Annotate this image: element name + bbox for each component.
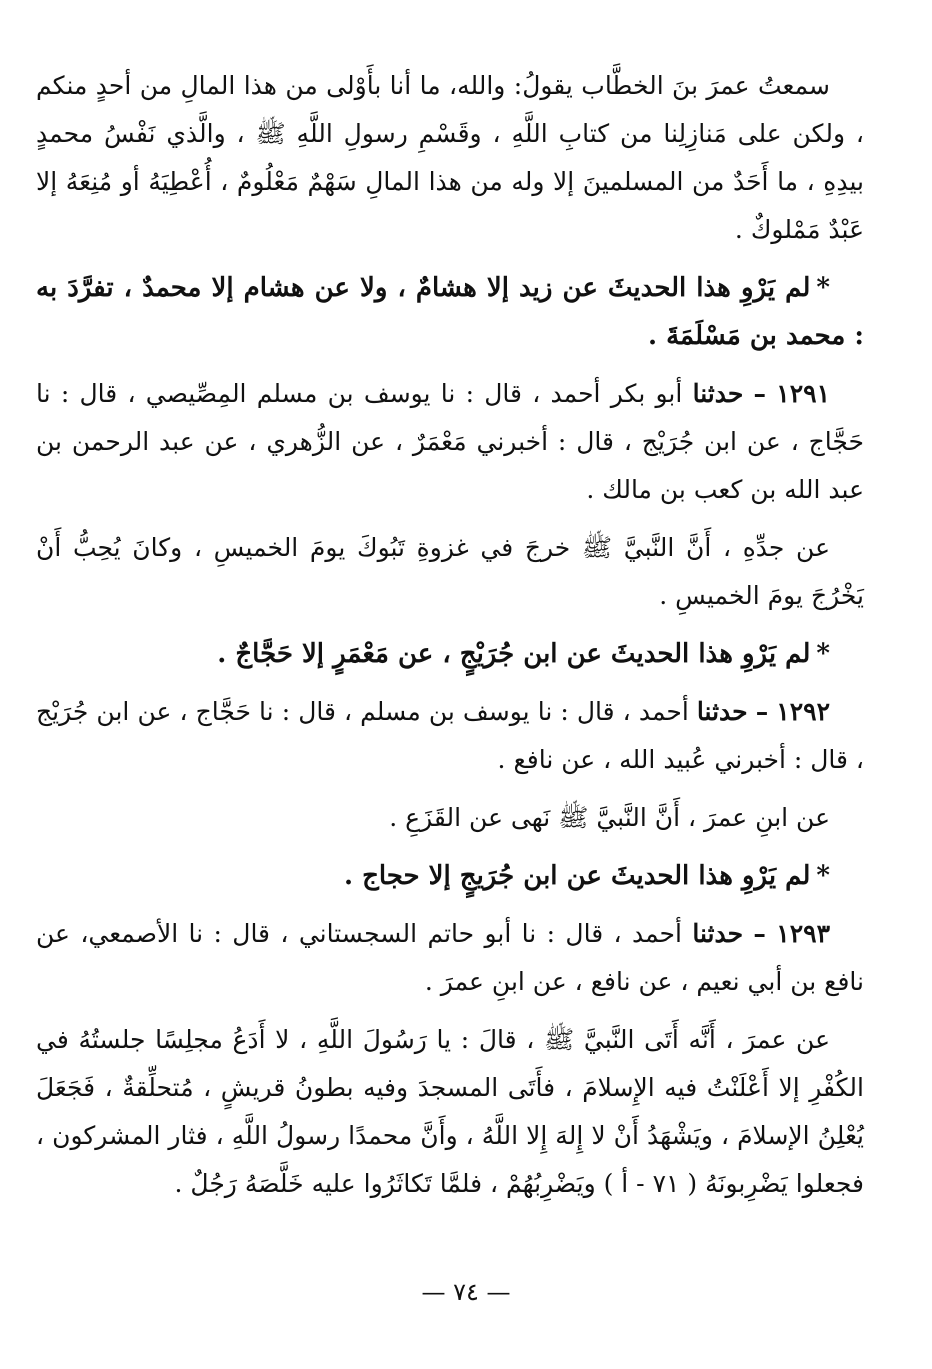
- hadith-label: حدثنا: [692, 379, 744, 408]
- hadith-chain: [36, 910, 864, 1006]
- hadith-separator: –: [755, 697, 769, 726]
- hadith-chain: [36, 688, 864, 784]
- paragraph-text: عن ابنِ عمرَ ، أَنَّ النَّبيَّ ﷺ نَهى عن القَزَعِ .: [389, 803, 830, 832]
- hadith-label: حدثنا: [692, 919, 744, 948]
- page-number: — ٧٤ —: [421, 1278, 511, 1306]
- narration-note: [36, 630, 864, 678]
- narration-note: [36, 264, 864, 360]
- note-text: لم يَرْوِ هذا الحديثَ عن ابن جُرَيجٍ إلا حجاج .: [343, 861, 811, 891]
- hadith-chain: [36, 370, 864, 514]
- hadith-chain-text: أحمد ، قال : نا أبو حاتم السجستاني ، قال : نا الأصمعي، عن نافع بن أبي نعيم ، عن نافع ، عن ابنِ عمرَ .: [36, 919, 864, 996]
- note-text: لم يَرْوِ هذا الحديثَ عن ابن جُرَيْجٍ ، عن مَعْمَرٍ إلا حَجَّاجٌ .: [217, 639, 811, 669]
- paragraph-text: عن عمرَ ، أَنَّه أَتَى النَّبيَّ ﷺ ، قالَ : يا رَسُولَ اللَّهِ ، لا أَدَعُ مجلِسًا جلستُهُ في الكُفْرِ إلا أَعْلَنْتُ فيه الإِسلامَ ، فأَتَى المسجدَ وفيه بطونُ قريشٍ ، مُتحلِّقةٌ ، فَجَعَلَ يُعْلِنُ الإسلامَ ، ويَشْهَدُ أَنْ لا إِلهَ إِلا اللَّهُ ، وأَنَّ محمدًا رسولُ اللَّهِ ، فثار المشركون ، فجعلوا يَضْرِبونَهُ ( ٧١ - أ ) ويَضْرِبُهُمْ ، فلمَّا تَكاثَرُوا عليه خَلَّصَهُ رَجُلٌ .: [36, 1025, 865, 1198]
- hadith-number: ١٢٩٣: [776, 919, 830, 948]
- hadith-separator: –: [753, 379, 767, 408]
- hadith-number: ١٢٩٢: [776, 697, 831, 726]
- hadith-chain-text: أحمد ، قال : نا يوسف بن مسلم ، قال : نا حَجَّاج ، عن ابن جُرَيْج ، قال : أخبرني عُبيد الله ، عن نافع .: [36, 697, 864, 774]
- paragraph-text: عن جدِّهِ ، أَنَّ النَّبيَّ ﷺ خرجَ في غزوةِ تَبُوكَ يومَ الخميسِ ، وكانَ يُحِبُّ أَنْ يَخْرُجَ يومَ الخميسِ .: [36, 533, 864, 610]
- note-text: لم يَرْوِ هذا الحديثَ عن زيد إلا هشامٌ ، ولا عن هشام إلا محمدٌ ، تفرَّدَ به : محمد بن مَسْلَمَةَ .: [36, 273, 864, 351]
- star-icon: *: [816, 273, 830, 303]
- hadith-chain-text: أبو بكر أحمد ، قال : نا يوسف بن مسلم المِصِّيصي ، قال : نا حَجَّاج ، عن ابن جُرَيْج ، قال : أخبرني مَعْمَرٌ ، عن الزُّهري ، عن عبد الرحمن بن عبد الله بن كعب بن مالك .: [36, 379, 864, 504]
- hadith-separator: –: [753, 919, 766, 948]
- paragraph-text: سمعتُ عمرَ بنَ الخطَّاب يقولُ: والله، ما أنا بأَوْلى من هذا المالِ من أحدٍ منكم ، ولكن على مَنازِلِنا من كتابِ اللَّهِ ، وقَسْمِ رسولِ اللَّهِ ﷺ ، والَّذي نَفْسُ محمدٍ بيدِهِ ، ما أَحَدٌ من المسلمينَ إلا وله من هذا المالِ سَهْمٌ مَعْلُومٌ ، أُعْطِيَهُ أو مُنِعَهُ إلا عَبْدٌ مَمْلوكٌ .: [36, 71, 864, 244]
- star-icon: *: [816, 861, 830, 891]
- star-icon: *: [816, 639, 830, 669]
- hadith-number: ١٢٩١: [776, 379, 831, 408]
- page-body: [36, 62, 864, 1208]
- narration-note: [36, 852, 864, 900]
- hadith-label: حدثنا: [696, 697, 748, 726]
